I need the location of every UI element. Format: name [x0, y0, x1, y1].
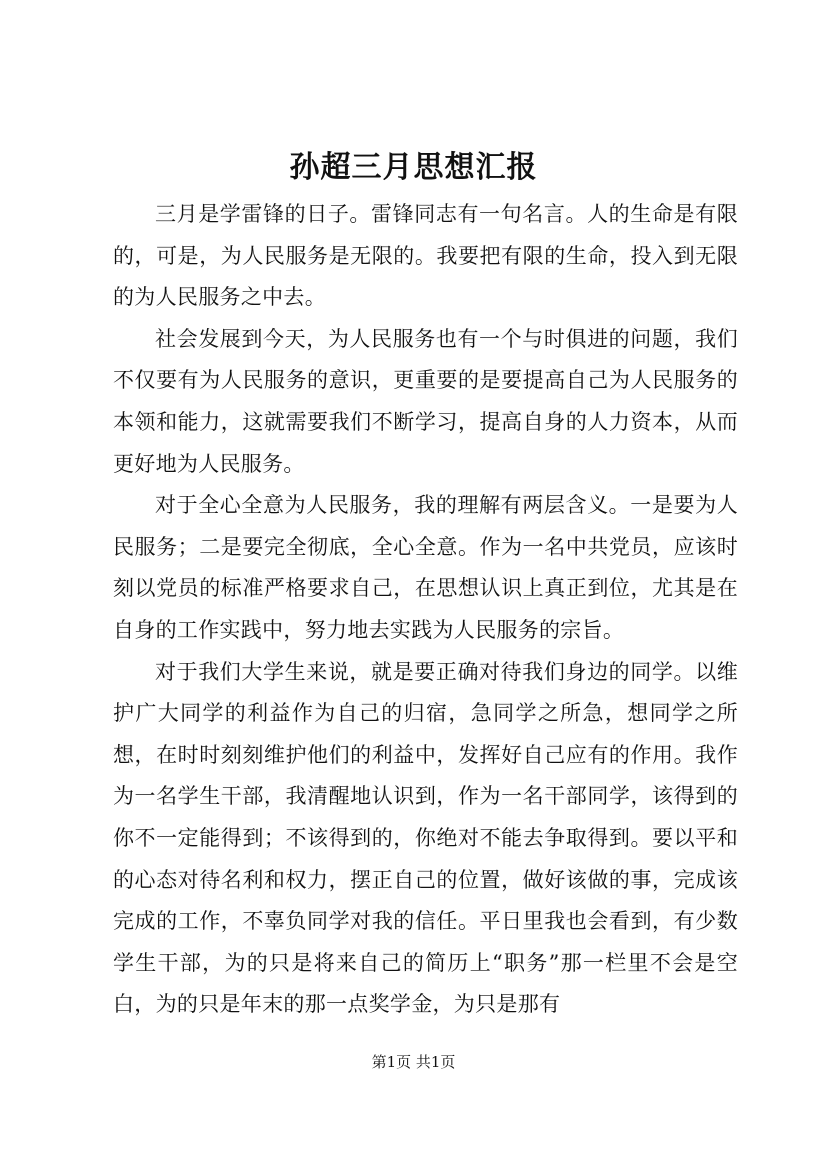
paragraph-4: 对于我们大学生来说，就是要正确对待我们身边的同学。以维护广大同学的利益作为自己的归宿，急同学之所急，想同学之所想，在时时刻刻维护他们的利益中，发挥好自己应有的作用。我作为一名学生干部，我清醒地认识到，作为一名干部同学，该得到的你不一定能得到；不该得到的，你绝对不能去争取得到。要以平和的心态对待名利和权力，摆正自己的位置，做好该做的事，完成该完成的工作，不辜负同学对我的信任。平日里我也会看到，有少数学生干部，为的只是将来自己的简历上“职务”那一栏里不会是空白，为的只是年末的那一点奖学金，为只是那有 — [113, 659, 738, 1017]
paragraph-2: 社会发展到今天，为人民服务也有一个与时俱进的问题，我们不仅要有为人民服务的意识，更重要的是要提高自己为人民服务的本领和能力，这就需要我们不断学习，提高自身的人力资本，从而更好地为人民服务。 — [113, 326, 738, 476]
paragraph-3: 对于全心全意为人民服务，我的理解有两层含义。一是要为人民服务；二是要完全彻底，全心全意。作为一名中共党员，应该时刻以党员的标准严格要求自己，在思想认识上真正到位，尤其是在自身的工作实践中，努力地去实践为人民服务的宗旨。 — [113, 493, 738, 642]
document-body — [113, 194, 738, 1026]
document-title: 孙超三月思想汇报 — [289, 150, 538, 185]
paragraph-1: 三月是学雷锋的日子。雷锋同志有一句名言。人的生命是有限的，可是，为人民服务是无限的。我要把有限的生命，投入到无限的为人民服务之中去。 — [113, 202, 738, 310]
page-number-footer: 第1页 共1页 — [371, 1053, 456, 1071]
